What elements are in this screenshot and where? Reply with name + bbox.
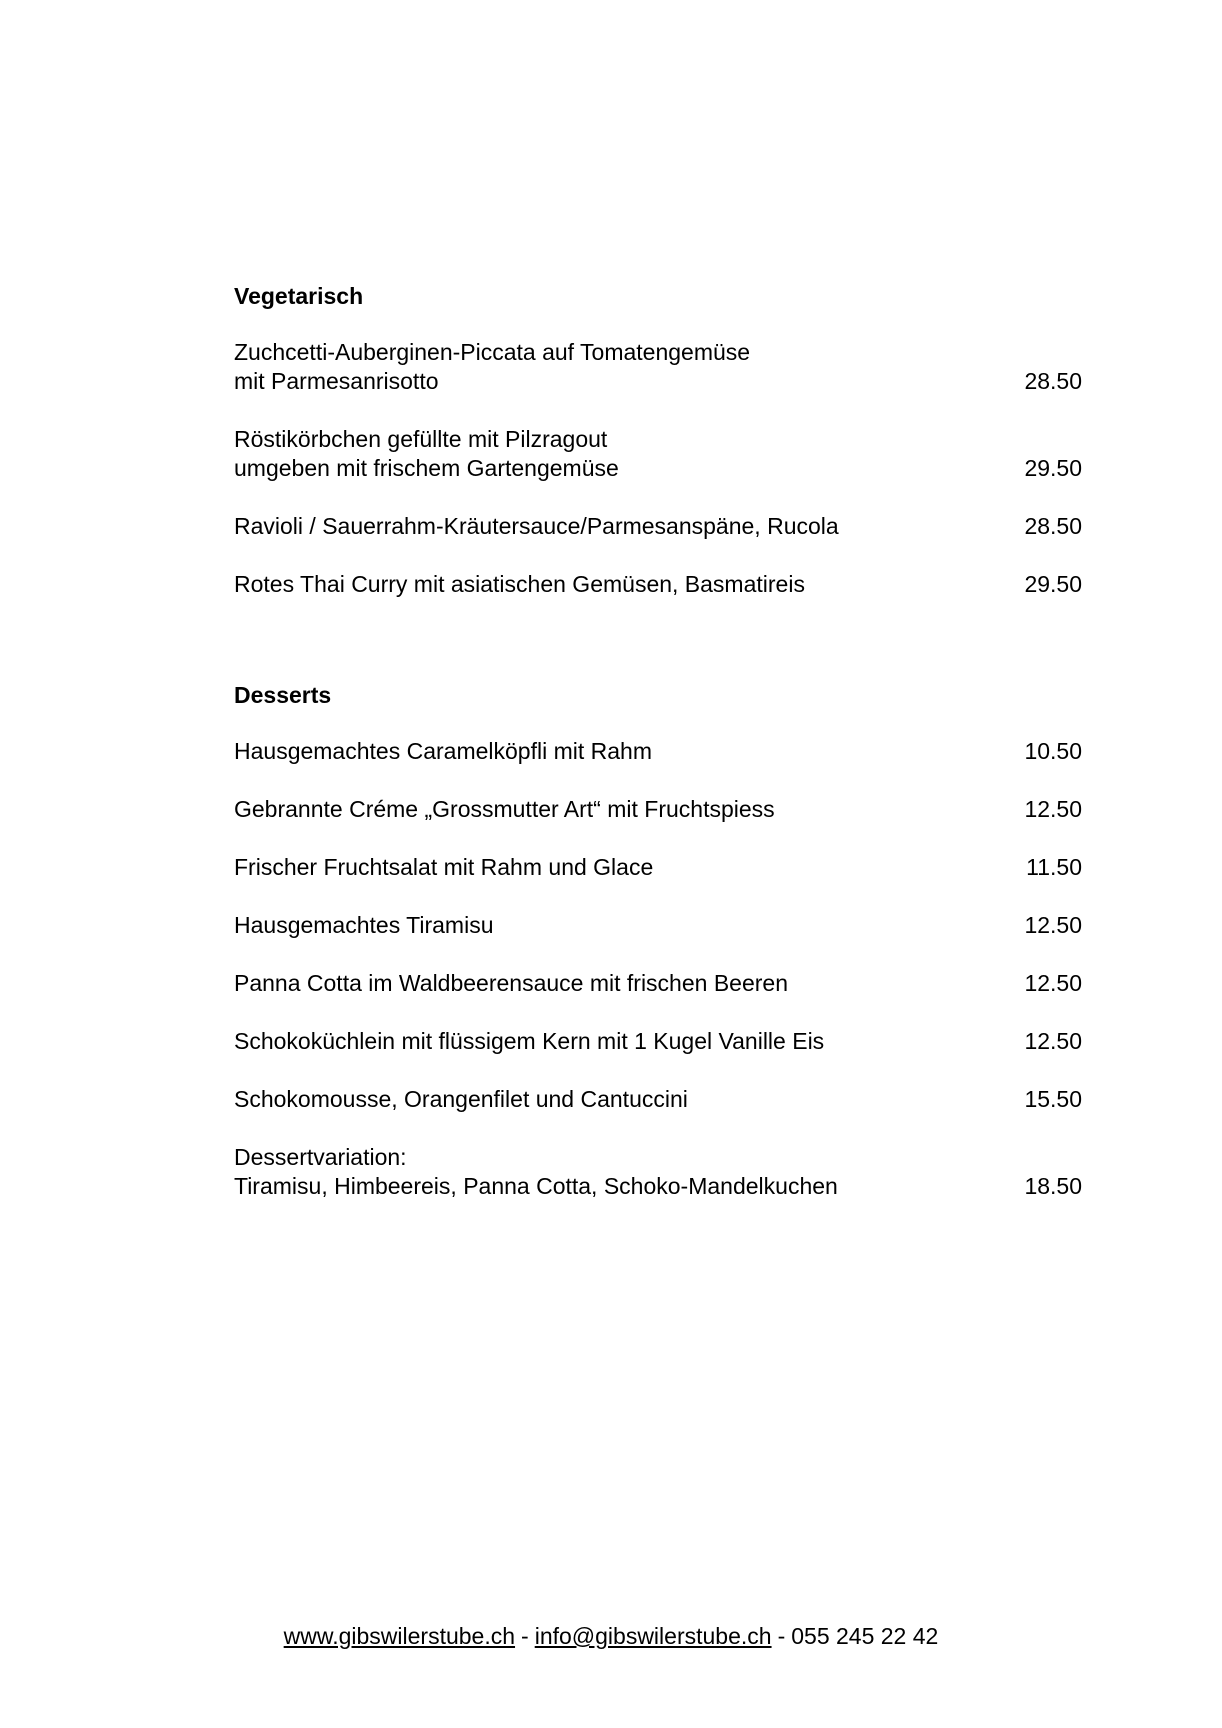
item-subtitle: Tiramisu, Himbeereis, Panna Cotta, Schoko-Mandelkuchen [234,1173,838,1199]
item-name: Rotes Thai Curry mit asiatischen Gemüsen, Basmatireis [234,571,805,597]
menu-item [234,911,1082,940]
menu-item [234,853,1082,882]
website-link[interactable]: www.gibswilerstube.ch [283,1623,516,1649]
menu-item [234,512,1082,541]
section-title-desserts: Desserts [234,682,332,708]
item-price: 28.50 [1024,513,1082,539]
footer-separator: - [521,1623,529,1649]
item-price: 10.50 [1024,738,1082,764]
item-name: Frischer Fruchtsalat mit Rahm und Glace [234,854,654,880]
phone-number: 055 245 22 42 [791,1623,939,1649]
item-name: Hausgemachtes Tiramisu [234,912,494,938]
item-price: 29.50 [1024,455,1082,481]
items-vegetarisch [234,338,1082,599]
menu-item [234,1143,1082,1201]
item-name: Zuchcetti-Auberginen-Piccata auf Tomatengemüse [234,339,751,365]
item-price: 29.50 [1024,571,1082,597]
footer [0,1622,1222,1651]
item-name: Schokoküchlein mit flüssigem Kern mit 1 Kugel Vanille Eis [234,1028,825,1054]
item-name: Dessertvariation: [234,1144,407,1170]
menu-item [234,795,1082,824]
menu-item [234,425,1082,483]
menu-item [234,1085,1082,1114]
items-desserts [234,737,1082,1201]
section-title-vegetarisch: Vegetarisch [234,283,364,309]
item-price: 12.50 [1024,912,1082,938]
item-subtitle: mit Parmesanrisotto [234,368,439,394]
menu-item [234,338,1082,396]
item-subtitle: umgeben mit frischem Gartengemüse [234,455,619,481]
item-price: 11.50 [1026,854,1082,880]
section-vegetarisch [234,282,1082,599]
menu-item [234,570,1082,599]
item-price: 28.50 [1024,368,1082,394]
email-link[interactable]: info@gibswilerstube.ch [534,1623,772,1649]
item-name: Schokomousse, Orangenfilet und Cantuccini [234,1086,688,1112]
menu-item [234,737,1082,766]
item-name: Gebrannte Créme „Grossmutter Art“ mit Fruchtspiess [234,796,775,822]
item-price: 15.50 [1024,1086,1082,1112]
item-price: 12.50 [1024,970,1082,996]
footer-separator: - [777,1623,786,1649]
menu-content [234,282,1082,1201]
menu-item [234,1027,1082,1056]
item-name: Panna Cotta im Waldbeerensauce mit frischen Beeren [234,970,788,996]
item-name: Hausgemachtes Caramelköpfli mit Rahm [234,738,652,764]
section-desserts [234,681,1082,1201]
item-price: 12.50 [1024,1028,1082,1054]
item-name: Röstikörbchen gefüllte mit Pilzragout [234,426,608,452]
item-name: Ravioli / Sauerrahm-Kräutersauce/Parmesanspäne, Rucola [234,513,839,539]
item-price: 18.50 [1024,1173,1082,1199]
item-price: 12.50 [1024,796,1082,822]
menu-item [234,969,1082,998]
